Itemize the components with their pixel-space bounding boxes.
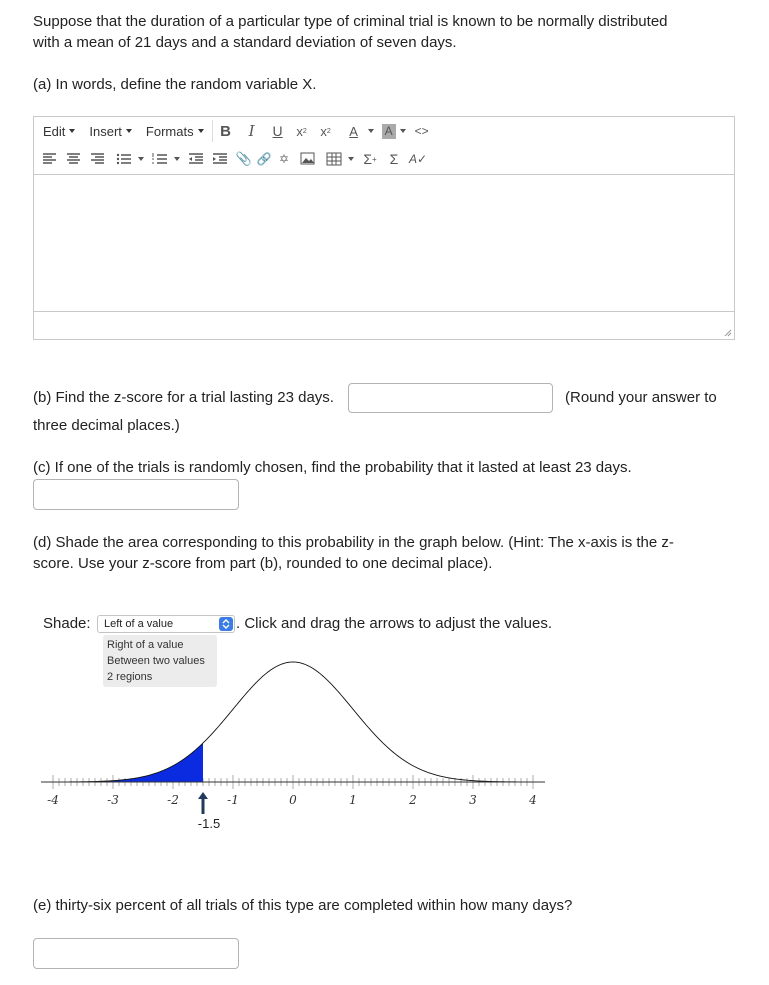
sigma-icon[interactable]: Σ (389, 151, 399, 167)
align-left-icon[interactable] (40, 152, 60, 166)
indent-icon[interactable] (210, 152, 230, 166)
shade-label: Shade: (43, 615, 91, 632)
bullet-list-icon[interactable] (114, 152, 134, 166)
editor-toolbar-row-1 (34, 117, 734, 145)
x-tick-label: -1 (227, 793, 239, 807)
sum-plus-icon[interactable]: Σ + (363, 151, 377, 167)
chevron-down-icon[interactable] (174, 157, 180, 161)
intro-line-1: Suppose that the duration of a particular type of criminal trial is known to be normally distributed (33, 13, 668, 30)
tick-labels (47, 793, 537, 807)
superscript-icon[interactable]: x 2 (320, 123, 331, 139)
part-a-label: (a) In words, define the random variable X. (33, 76, 317, 93)
problem-intro (33, 11, 668, 53)
x-tick-label: -3 (107, 793, 119, 807)
probability-input[interactable] (33, 479, 239, 510)
part-e-label: (e) thirty-six percent of all trials of this type are completed within how many days? (33, 897, 573, 914)
arrow-up-icon[interactable] (198, 792, 208, 799)
part-d-text (33, 532, 674, 574)
toolbar-divider (212, 120, 213, 142)
normal-distribution-chart (0, 640, 769, 840)
source-code-icon[interactable]: <> (414, 124, 429, 138)
chevron-down-icon[interactable] (400, 129, 406, 133)
x-tick-label: 2 (409, 793, 417, 807)
chevron-down-icon[interactable] (348, 157, 354, 161)
formats-menu[interactable]: Formats (141, 120, 209, 142)
dropdown-option-two-regions[interactable]: 2 regions (107, 671, 153, 683)
rich-text-editor (33, 116, 735, 340)
part-d-line-2: score. Use your z-score from part (b), rounded to one decimal place). (33, 555, 493, 572)
spellcheck-icon[interactable]: A✓ (408, 152, 428, 166)
insert-menu[interactable]: Insert (84, 120, 137, 142)
text-color-icon[interactable]: A (349, 123, 358, 139)
x-tick-label: 0 (289, 793, 297, 807)
intro-line-2: with a mean of 21 days and a standard deviation of seven days. (33, 34, 457, 51)
shade-instruction: . Click and drag the arrows to adjust the values. (236, 615, 552, 632)
editor-text-area[interactable] (34, 175, 734, 311)
chevron-down-icon[interactable] (138, 157, 144, 161)
dropdown-option-between[interactable]: Between two values (107, 655, 205, 667)
part-c-label: (c) If one of the trials is randomly chosen, find the probability that it lasted at least 23 days. (33, 459, 632, 476)
x-tick-label: -4 (47, 793, 59, 807)
align-center-icon[interactable] (64, 152, 84, 166)
italic-icon[interactable]: I (248, 122, 255, 140)
outdent-icon[interactable] (186, 152, 206, 166)
edit-menu[interactable]: Edit (38, 120, 80, 142)
table-icon[interactable] (324, 152, 344, 166)
days-input[interactable] (33, 938, 239, 969)
marker-value-label: -1.5 (197, 816, 221, 831)
x-tick-label: 4 (529, 793, 537, 807)
drag-arrow-handle[interactable] (198, 792, 208, 814)
bold-icon[interactable]: B (220, 122, 232, 140)
image-icon[interactable] (298, 152, 318, 166)
subscript-icon[interactable]: x 2 (296, 123, 307, 139)
part-b-label: (b) Find the z-score for a trial lasting 23 days. (33, 389, 334, 406)
numbered-list-icon[interactable] (150, 152, 170, 166)
part-b-hint-1: (Round your answer to (565, 389, 717, 406)
link-icon[interactable]: 🔗 (256, 152, 272, 166)
part-d-line-1: (d) Shade the area corresponding to this probability in the graph below. (Hint: The x-axis is the z- (33, 534, 674, 551)
highlight-color-icon[interactable]: A (382, 124, 396, 139)
underline-icon[interactable]: U (272, 123, 283, 139)
align-right-icon[interactable] (88, 152, 108, 166)
select-stepper-icon[interactable] (219, 617, 233, 631)
editor-toolbar-row-2 (34, 145, 734, 173)
status-divider (34, 311, 734, 312)
x-tick-label: -2 (167, 793, 179, 807)
chevron-down-icon[interactable] (368, 129, 374, 133)
x-tick-label: 3 (469, 793, 477, 807)
part-b-hint-2: three decimal places.) (33, 417, 180, 434)
z-score-input[interactable] (348, 383, 553, 413)
resize-handle-icon[interactable] (724, 329, 732, 337)
normal-curve (53, 662, 533, 782)
dropdown-option-right[interactable]: Right of a value (107, 639, 184, 651)
x-tick-label: 1 (349, 793, 357, 807)
attachment-icon[interactable]: 📎 (235, 151, 253, 166)
unlink-icon[interactable]: ✡ (278, 152, 290, 166)
shade-selected-value: Left of a value (104, 618, 174, 630)
shaded-region (53, 743, 203, 782)
shade-select[interactable] (97, 615, 235, 633)
